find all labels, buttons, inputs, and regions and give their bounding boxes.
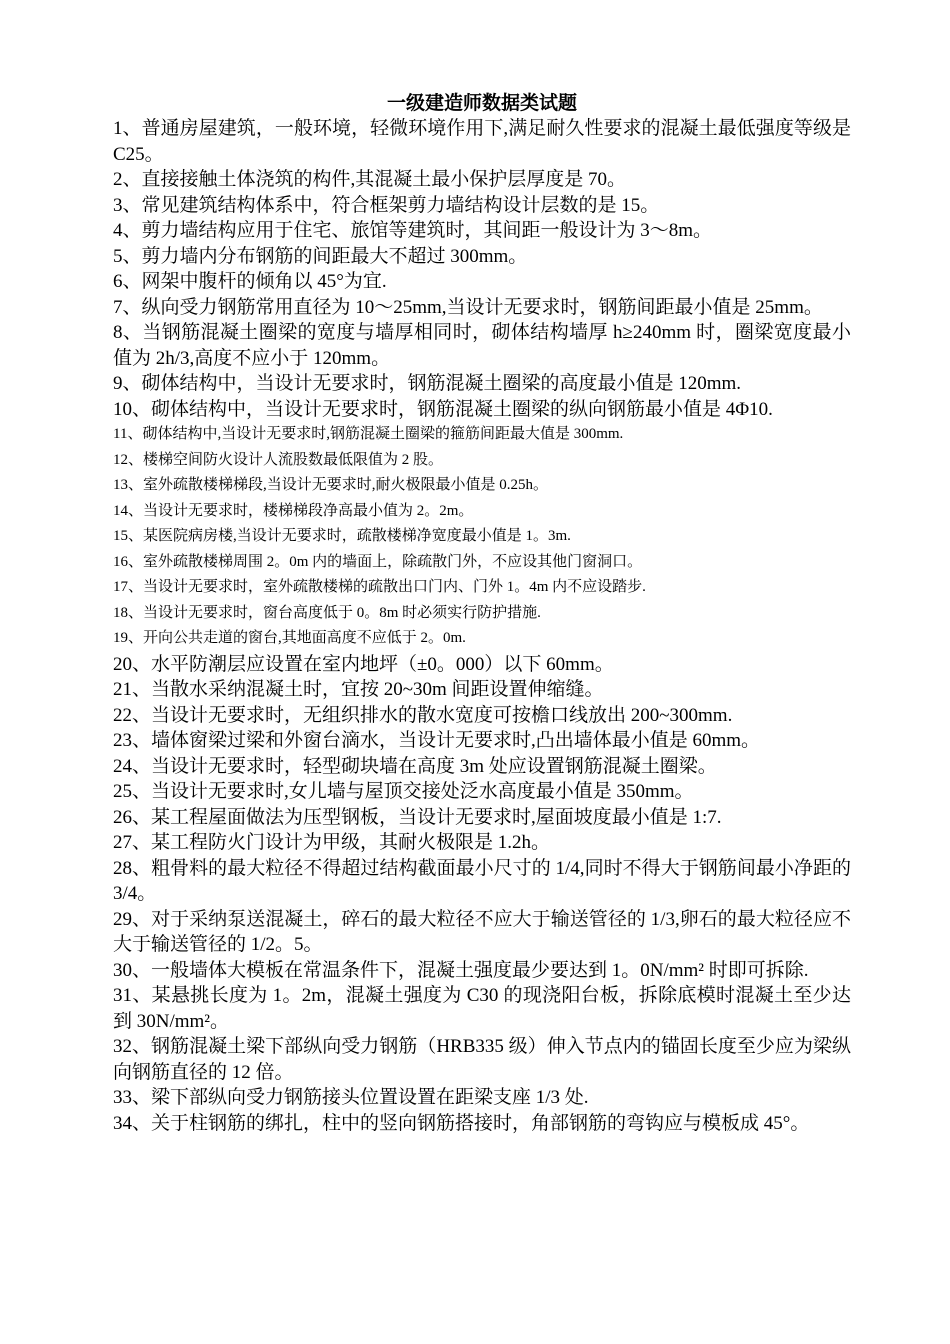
list-item: 24、当设计无要求时，轻型砌块墙在高度 3m 处应设置钢筋混凝土圈梁。 xyxy=(113,755,717,777)
list-item: 17、当设计无要求时，室外疏散楼梯的疏散出口门内、门外 1。4m 内不应设踏步. xyxy=(113,579,646,595)
list-item: 11、砌体结构中,当设计无要求时,钢筋混凝土圈梁的箍筋间距最大值是 300mm. xyxy=(113,426,624,442)
list-item: 2、直接接触土体浇筑的构件,其混凝土最小保护层厚度是 70。 xyxy=(113,169,627,190)
list-item: 6、网架中腹杆的倾角以 45°为宜. xyxy=(113,271,387,292)
list-item: 8、当钢筋混凝土圈梁的宽度与墙厚相同时，砌体结构墙厚 h≥240mm 时，圈梁宽度最小值为 2h/3,高度不应小于 120mm。 xyxy=(113,322,851,369)
question-list xyxy=(113,116,851,1136)
list-item: 14、当设计无要求时，楼梯梯段净高最小值为 2。2m。 xyxy=(113,502,474,519)
list-item: 18、当设计无要求时，窗台高度低于 0。8m 时必须实行防护措施. xyxy=(113,604,541,621)
list-item: 34、关于柱钢筋的绑扎，柱中的竖向钢筋搭接时，角部钢筋的弯钩应与模板成 45°。 xyxy=(113,1112,810,1134)
list-item: 29、对于采纳泵送混凝土，碎石的最大粒径不应大于输送管径的 1/3,卵石的最大粒径应不大于输送管径的 1/2。5。 xyxy=(113,908,851,955)
list-item: 21、当散水采纳混凝土时，宜按 20~30m 间距设置伸缩缝。 xyxy=(113,679,604,700)
list-item: 33、梁下部纵向受力钢筋接头位置设置在距梁支座 1/3 处. xyxy=(113,1087,589,1108)
list-item: 13、室外疏散楼梯梯段,当设计无要求时,耐火极限最小值是 0.25h。 xyxy=(113,477,549,493)
list-item: 5、剪力墙内分布钢筋的间距最大不超过 300mm。 xyxy=(113,245,528,267)
list-item: 15、某医院病房楼,当设计无要求时，疏散楼梯净宽度最小值是 1。3m. xyxy=(113,528,571,544)
list-item: 3、常见建筑结构体系中，符合框架剪力墙结构设计层数的是 15。 xyxy=(113,194,660,216)
list-item: 4、剪力墙结构应用于住宅、旅馆等建筑时，其间距一般设计为 3～8m。 xyxy=(113,220,713,241)
list-item: 32、钢筋混凝土梁下部纵向受力钢筋（HRB335 级）伸入节点内的锚固长度至少应为梁纵向钢筋直径的 12 倍。 xyxy=(113,1036,851,1083)
list-item: 22、当设计无要求时，无组织排水的散水宽度可按檐口线放出 200~300mm. xyxy=(113,704,733,726)
list-item: 28、粗骨料的最大粒径不得超过结构截面最小尺寸的 1/4,同时不得大于钢筋间最小净距的 3/4。 xyxy=(113,857,851,904)
list-item: 20、水平防潮层应设置在室内地坪（±0。000）以下 60mm。 xyxy=(113,653,614,675)
list-item: 25、当设计无要求时,女儿墙与屋顶交接处泛水高度最小值是 350mm。 xyxy=(113,781,694,802)
list-item: 1、普通房屋建筑，一般环境，轻微环境作用下,满足耐久性要求的混凝土最低强度等级是 C25。 xyxy=(113,118,851,165)
list-item: 27、某工程防火门设计为甲级，其耐火极限是 1.2h。 xyxy=(113,832,551,853)
list-item: 9、砌体结构中，当设计无要求时，钢筋混凝土圈梁的高度最小值是 120mm. xyxy=(113,373,742,394)
list-item: 12、楼梯空间防火设计人流股数最低限值为 2 股。 xyxy=(113,451,444,468)
list-item: 31、某悬挑长度为 1。2m，混凝土强度为 C30 的现浇阳台板，拆除底模时混凝土至少达到 30N/mm²。 xyxy=(113,985,851,1032)
list-item: 30、一般墙体大模板在常温条件下，混凝土强度最少要达到 1。0N/mm² 时即可拆除. xyxy=(113,959,809,981)
list-item: 16、室外疏散楼梯周围 2。0m 内的墙面上，除疏散门外，不应设其他门窗洞口。 xyxy=(113,553,643,570)
document-page xyxy=(113,92,851,1136)
list-item: 10、砌体结构中，当设计无要求时，钢筋混凝土圈梁的纵向钢筋最小值是 4Φ10. xyxy=(113,398,773,420)
list-item: 26、某工程屋面做法为压型钢板，当设计无要求时,屋面坡度最小值是 1:7. xyxy=(113,806,722,828)
list-item: 19、开向公共走道的窗台,其地面高度不应低于 2。0m. xyxy=(113,630,466,646)
list-item: 7、纵向受力钢筋常用直径为 10～25mm,当设计无要求时，钢筋间距最小值是 25mm。 xyxy=(113,296,823,318)
list-item: 23、墙体窗梁过梁和外窗台滴水，当设计无要求时,凸出墙体最小值是 60mm。 xyxy=(113,730,761,751)
document-title: 一级建造师数据类试题 xyxy=(386,93,577,114)
